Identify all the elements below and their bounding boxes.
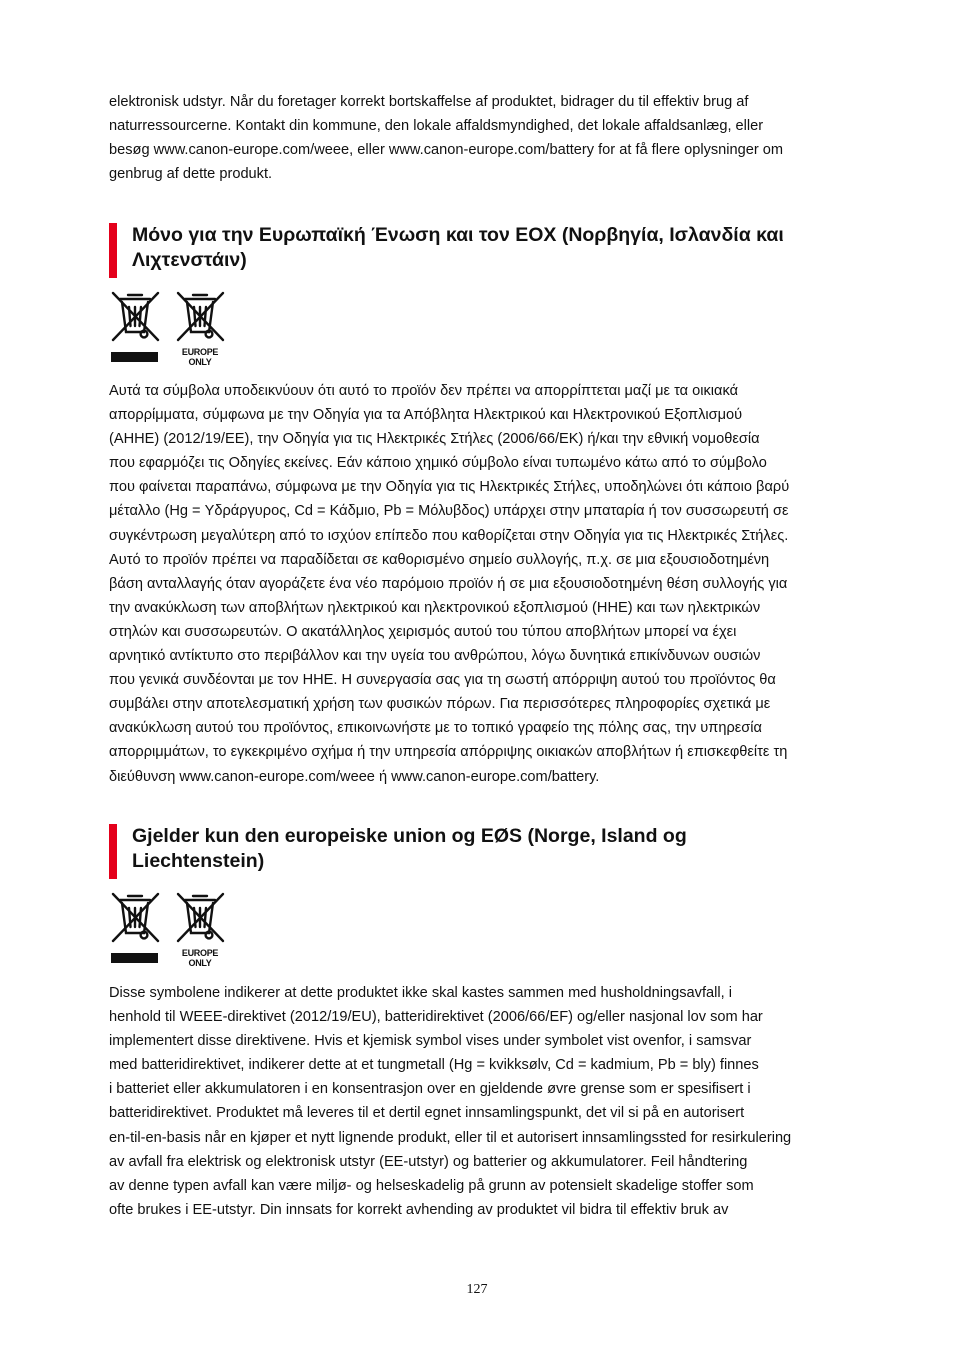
text-line: (ΑΗΗΕ) (2012/19/ΕΕ), την Οδηγία για τις Ηλεκτρικές Στήλες (2006/66/ΕΚ) ή/και την εθνική νομοθεσία [109,431,760,448]
text-line: ofte brukes i EE-utstyr. Din innsats for korrekt avhending av produktet vil bidra til effektiv bruk av [109,1201,729,1218]
page-number: 127 [466,1282,488,1297]
section-title: Μόνο για την Ευρωπαϊκή Ένωση και τον ΕΟΧ (Νορβηγία, Ισλανδία και Λιχτενστάιν) [132,224,784,271]
text-line: απορρίμματα, σύμφωνα με την Οδηγία για τα Απόβλητα Ηλεκτρικού και Ηλεκτρονικού Εξοπλισμού [109,407,743,424]
text-line: en-til-en-basis når en kjøper et nytt lignende produkt, eller til et autorisert innsamlingssted for resirkulering [109,1129,792,1146]
crossed-out-wheelie-bin-icon [170,891,230,968]
text-line: συμβάλει στην αποτελεσματική χρήση των φυσικών πόρων. Για περισσότερες πληροφορίες σχετικά με [109,696,771,713]
text-line: ανακύκλωση αυτού του προϊόντος, επικοινωνήστε με το τοπικό γραφείο της πόλης σας, την υπηρεσία [109,720,762,737]
text-line: batteridirektivet. Produktet må leveres til et dertil egnet innsamlingspunkt, det vil si på en autorisert [109,1105,745,1122]
text-line: Disse symbolene indikerer at dette produktet ikke skal kastes sammen med husholdningsavfall, i [109,985,732,1001]
text-line: που γενικά συνδέονται με τον ΗΗΕ. Η συνεργασία σας για τη σωστή απόρριψη αυτού του προϊόντος θα [109,672,776,689]
text-line: που εφαρμόζει τις Οδηγίες εκείνες. Εάν κάποιο χημικό σύμβολο είναι τυπωμένο κάτω από το σύμβολο [109,455,767,472]
crossed-out-wheelie-bin-icon [170,290,230,367]
text-line: elektronisk udstyr. Når du foretager korrekt bortskaffelse af produktet, bidrager du til effektiv brug af [109,94,749,110]
weee-symbols [109,290,230,367]
text-line: συγκέντρωση μεγαλύτερη από το ισχύον επίπεδο που καθορίζεται στην Οδηγία για τις Ηλεκτρικές Στήλες. [109,527,789,544]
intro-paragraph [109,90,861,186]
crossed-out-wheelie-bin-icon [109,290,161,364]
text-line: naturressourcerne. Kontakt din kommune, den lokale affaldsmyndighed, det lokale affaldsanlæg, eller [109,118,764,135]
section-body-greek [109,379,861,789]
section-heading-norwegian [109,824,861,874]
text-line: med batteridirektivet, indikerer dette at et tungmetall (Hg = kvikksølv, Cd = kadmium, Pb = bly) finnes [109,1057,759,1074]
section-body-norwegian [109,981,861,1222]
text-line: av avfall fra elektrisk og elektronisk utstyr (EE-utstyr) og batterier og akkumulatorer. Feil håndtering [109,1153,748,1170]
europe-only-label: EUROPE ONLY [181,347,219,367]
heading-accent-bar [109,824,117,879]
europe-only-label: EUROPE ONLY [181,948,219,968]
text-line: i batteriet eller akkumulatoren i en konsentrasjon over en gjeldende øvre grense som er spesifisert i [109,1081,751,1098]
text-line: διεύθυνση www.canon-europe.com/weee ή www.canon-europe.com/battery. [109,768,600,785]
text-line: βάση ανταλλαγής όταν αγοράζετε ένα νέο παρόμοιο προϊόν ή σε μια εξουσιοδοτημένη θέση συλλογής για [109,575,788,592]
text-line: αρνητικό αντίκτυπο στο περιβάλλον και την υγεία του ανθρώπου, λόγω δυνητικά επικίνδυνων ουσιών [109,648,761,665]
section-title: Gjelder kun den europeiske union og EØS (Norge, Island og Liechtenstein) [132,825,687,872]
text-line: την ανακύκλωση των αποβλήτων ηλεκτρικού και ηλεκτρονικού εξοπλισμού (ΗΗΕ) και των ηλεκτρικών [109,599,761,616]
weee-symbols [109,891,230,968]
text-line: Αυτό το προϊόν πρέπει να παραδίδεται σε καθορισμένο σημείο συλλογής, π.χ. σε μια εξουσιοδοτημένη [109,551,770,568]
text-line: genbrug af dette produkt. [109,166,273,183]
text-line: implementert disse direktivene. Hvis et kjemisk symbol vises under symbolet vist ovenfor, i samsvar [109,1033,752,1050]
text-line: av denne typen avfall kan være miljø- og helseskadelig på grunn av potensielt skadelige stoffer som [109,1177,754,1194]
crossed-out-wheelie-bin-icon [109,891,161,965]
text-line: μέταλλο (Hg = Υδράργυρος, Cd = Κάδμιο, Pb = Μόλυβδος) υπάρχει στην μπαταρία ή τον συσσωρευτή σε [109,503,789,520]
text-line: απορριμμάτων, το εγκεκριμένο σχήμα ή την υπηρεσία απόρριψης οικιακών αποβλήτων ή επισκεφθείτε τη [109,744,788,761]
text-line: στηλών και συσσωρευτών. Ο ακατάλληλος χειρισμός αυτού του τύπου αποβλήτων μπορεί να έχει [109,623,737,640]
section-heading-greek [109,223,861,273]
heading-accent-bar [109,223,117,278]
text-line: Αυτά τα σύμβολα υποδεικνύουν ότι αυτό το προϊόν δεν πρέπει να απορρίπτεται μαζί με τα οικιακά [109,383,739,399]
text-line: henhold til WEEE-direktivet (2012/19/EU), batteridirektivet (2006/66/EF) og/eller nasjonal lov som har [109,1009,763,1026]
text-line: που φαίνεται παραπάνω, σύμφωνα με την Οδηγία για τις Ηλεκτρικές Στήλες, υποδηλώνει ότι κάποιο βαρύ [109,479,790,496]
text-line: besøg www.canon-europe.com/weee, eller www.canon-europe.com/battery for at få flere oplysninger om [109,142,784,159]
